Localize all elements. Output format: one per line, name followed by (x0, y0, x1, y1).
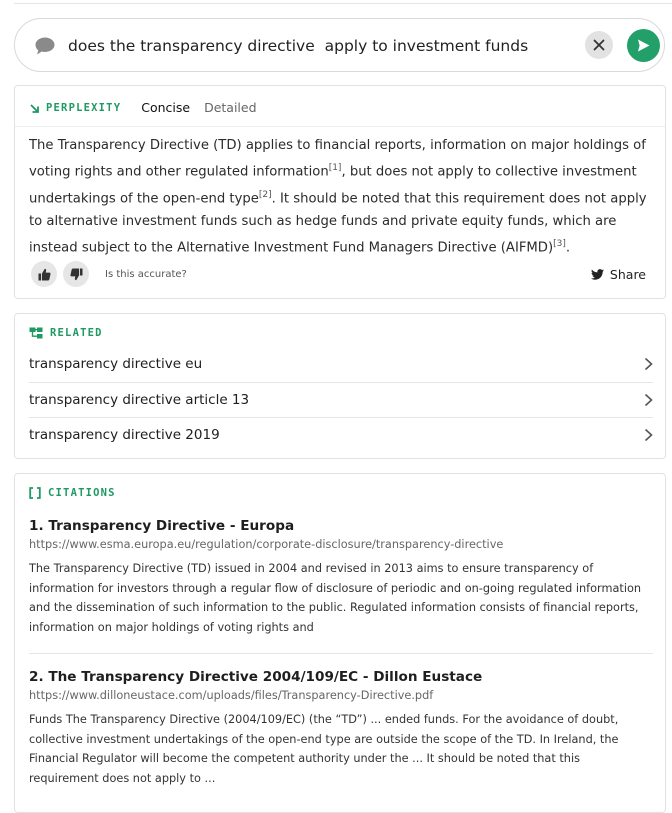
citations-label: CITATIONS (48, 487, 116, 499)
citation-ref[interactable]: [1] (328, 163, 342, 174)
thumbs-down-icon (70, 268, 83, 281)
citation-item (29, 669, 653, 788)
thumbs-down-button[interactable] (63, 261, 89, 287)
close-icon (593, 39, 605, 51)
header-divider (15, 126, 665, 127)
chat-bubble-icon (34, 36, 56, 56)
answer-segment: , but does not apply to collective investment undertakings of the open-end type (29, 164, 637, 207)
related-label: RELATED (50, 327, 103, 339)
search-bar[interactable] (14, 18, 665, 72)
related-item[interactable] (29, 346, 653, 381)
citation-ref[interactable]: [2] (258, 189, 272, 200)
related-card (14, 313, 666, 459)
answer-card (14, 85, 666, 299)
citation-divider (29, 653, 653, 654)
related-item-label: transparency directive article 13 (29, 392, 250, 408)
answer-segment: The Transparency Directive (TD) applies to financial reports, information on major holdings of voting rights and other regulated information (29, 138, 646, 180)
citation-title[interactable]: 1. Transparency Directive - Europa (29, 518, 295, 534)
citation-snippet: The Transparency Directive (TD) issued in 2004 and revised in 2013 aims to ensure transparency of information for investors through a regular flow of disclosure of periodic and on-going regulated information and the dissemination of such information to the public. Regulated information consists of financial reports, information on major holdings of voting rights and (29, 562, 642, 634)
chevron-right-icon (644, 357, 653, 371)
related-item[interactable] (29, 417, 653, 452)
arrow-down-right-icon (29, 103, 40, 114)
send-button[interactable] (627, 29, 660, 62)
hierarchy-icon (29, 327, 43, 339)
citation-url[interactable]: https://www.esma.europa.eu/regulation/corporate-disclosure/transparency-directive (29, 538, 504, 551)
feedback-question: Is this accurate? (105, 268, 187, 280)
twitter-bird-icon (591, 269, 604, 280)
citations-header (29, 487, 116, 499)
brand-label: PERPLEXITY (46, 102, 122, 114)
citation-title[interactable]: 2. The Transparency Directive 2004/109/EC - Dillon Eustace (29, 669, 483, 685)
share-button[interactable] (591, 267, 646, 282)
search-input[interactable] (68, 31, 568, 61)
feedback (31, 261, 187, 287)
citation-ref[interactable]: [3] (553, 238, 566, 249)
thumbs-up-button[interactable] (31, 261, 57, 287)
brackets-icon (29, 487, 41, 499)
thumbs-up-icon (38, 268, 51, 281)
related-item-label: transparency directive 2019 (29, 427, 220, 443)
send-arrow-icon (636, 38, 651, 53)
tab-detailed[interactable]: Detailed (204, 100, 257, 115)
answer-segment: . (565, 240, 571, 256)
answer-text (29, 135, 655, 260)
chevron-right-icon (644, 428, 653, 442)
answer-segment: . It should be noted that this requirement does not apply to alternative investment funds such as hedge funds and private equity funds, which are instead subject to the Alternative Investment Fund Managers Directive (AIFMD) (29, 191, 647, 256)
chevron-right-icon (644, 393, 653, 407)
citations-card (14, 473, 666, 813)
share-label: Share (609, 267, 646, 282)
answer-header (29, 98, 271, 118)
tab-concise[interactable]: Concise (141, 98, 190, 118)
citation-snippet: Funds The Transparency Directive (2004/109/EC) (the “TD”) ... ended funds. For the avoidance of doubt, collective investment undertakings of the open-end type are outside the scope of the TD. In Ireland, the Financial Regulator will become the competent authority under the ... It should be noted that this requirement does not apply to ... (29, 713, 619, 785)
citation-url[interactable]: https://www.dilloneustace.com/uploads/files/Transparency-Directive.pdf (29, 689, 434, 702)
related-item-label: transparency directive eu (29, 355, 203, 372)
citation-item (29, 518, 653, 637)
related-header (29, 327, 103, 339)
clear-button[interactable] (585, 31, 613, 59)
brand (29, 102, 121, 114)
related-item[interactable] (29, 382, 653, 417)
top-divider (14, 3, 672, 4)
